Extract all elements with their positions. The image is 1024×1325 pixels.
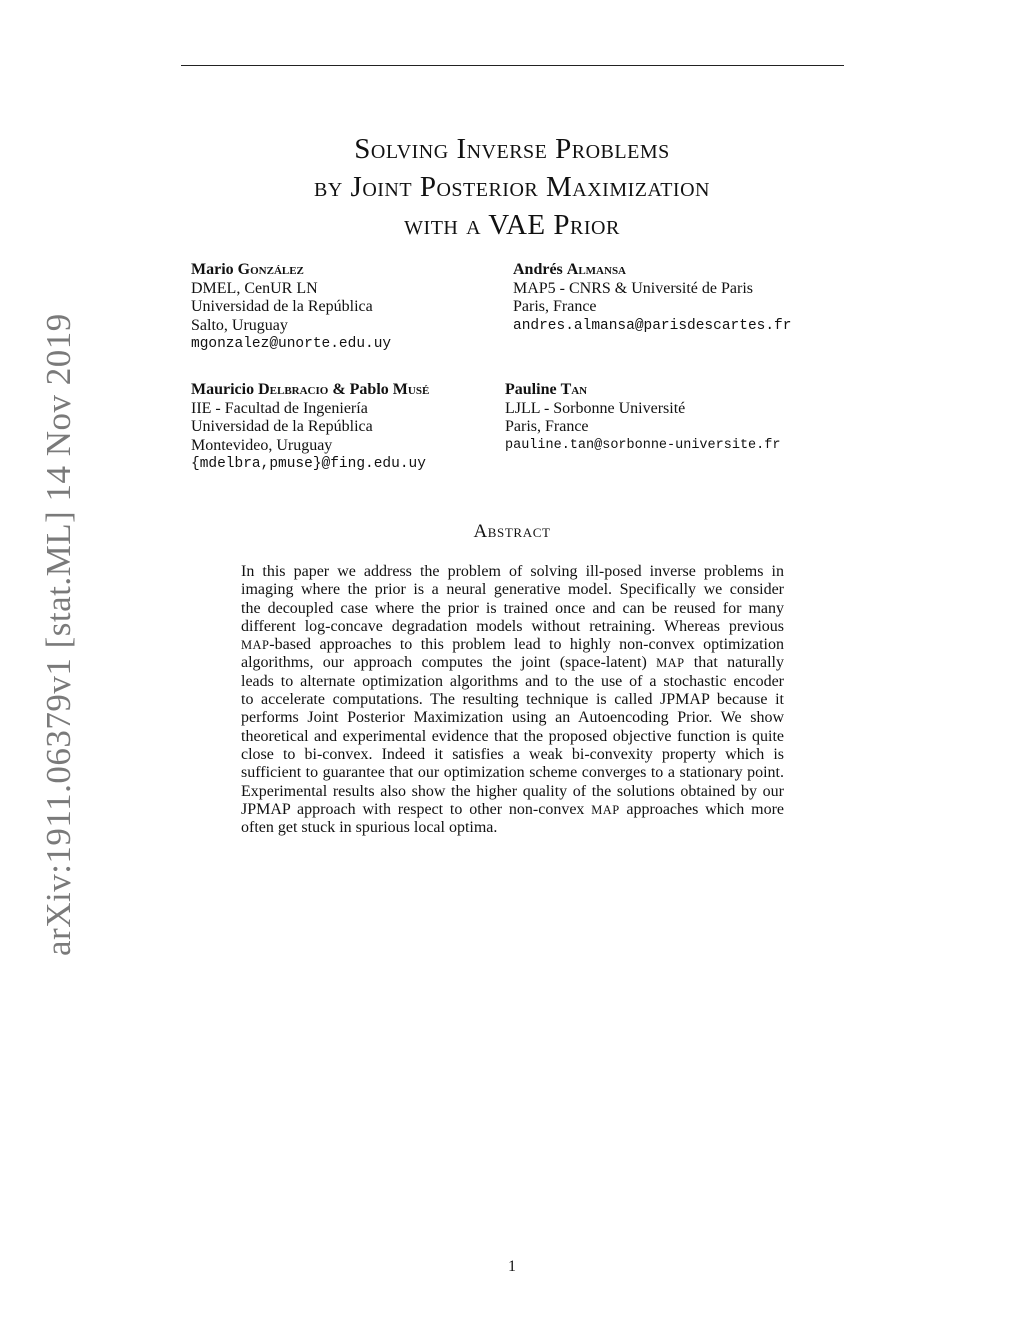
abstract-line: JPMAP approach with respect to other non-convex MAP approaches which more bbox=[241, 800, 784, 818]
author-affiliation: IIE - Facultad de Ingeniería bbox=[191, 399, 368, 417]
title-line-2: by Joint Posterior Maximization bbox=[314, 171, 710, 203]
abstract-line: sufficient to guarantee that our optimization scheme converges to a stationary point. bbox=[241, 764, 784, 782]
author-email[interactable]: pauline.tan@sorbonne-universite.fr bbox=[505, 437, 781, 453]
abstract-line: to accelerate computations. The resulting technique is called JPMAP because it bbox=[241, 691, 784, 709]
author-email[interactable]: {mdelbra,pmuse}@fing.edu.uy bbox=[191, 456, 426, 472]
abstract-line: often get stuck in spurious local optima. bbox=[241, 819, 498, 837]
abstract-line: Experimental results also show the higher quality of the solutions obtained by our bbox=[241, 782, 784, 800]
author-affiliation: Paris, France bbox=[505, 418, 589, 435]
title-line-3: with a VAE Prior bbox=[404, 209, 620, 241]
author-affiliation: Montevideo, Uruguay bbox=[191, 436, 333, 454]
author-email[interactable]: andres.almansa@parisdescartes.fr bbox=[513, 317, 792, 334]
author-email[interactable]: mgonzalez@unorte.edu.uy bbox=[191, 336, 392, 352]
author-block-gonzalez bbox=[191, 261, 391, 354]
abstract-line: performs Joint Posterior Maximization using an Autoencoding Prior. We show bbox=[241, 709, 784, 727]
author-name: Pauline Tan bbox=[505, 381, 588, 398]
author-block-delbracio-muse bbox=[191, 381, 429, 474]
author-name: Mauricio Delbracio & Pablo Musé bbox=[191, 381, 430, 398]
abstract-heading: Abstract bbox=[473, 521, 551, 542]
author-affiliation: Salto, Uruguay bbox=[191, 316, 288, 334]
abstract-line: close to bi-convex. Indeed it satisfies a weak bi-convexity property which is bbox=[241, 745, 784, 763]
author-affiliation: Paris, France bbox=[513, 298, 597, 315]
author-name: Mario González bbox=[191, 261, 304, 278]
abstract-line: the decoupled case where the prior is trained once and can be reused for many bbox=[241, 599, 784, 617]
abstract-line: theoretical and experimental evidence that the proposed objective function is quite bbox=[241, 727, 784, 745]
author-block-tan bbox=[505, 381, 780, 455]
abstract-line: MAP-based approaches to this problem lead to highly non-convex optimization bbox=[241, 636, 784, 654]
abstract-line: imaging where the prior is a neural generative model. Specifically we consider bbox=[241, 581, 784, 599]
abstract-line: In this paper we address the problem of solving ill-posed inverse problems in bbox=[241, 563, 784, 580]
top-rule bbox=[181, 65, 844, 66]
title-line-1: Solving Inverse Problems bbox=[354, 133, 670, 165]
page-number: 1 bbox=[508, 1258, 516, 1275]
author-affiliation: DMEL, CenUR LN bbox=[191, 279, 318, 297]
abstract-line: leads to alternate optimization algorithms and to the use of a stochastic encoder bbox=[241, 672, 784, 690]
paper-title bbox=[150, 130, 874, 244]
author-block-almansa bbox=[513, 261, 791, 335]
abstract-body bbox=[241, 563, 784, 837]
author-affiliation: MAP5 - CNRS & Université de Paris bbox=[513, 279, 753, 297]
author-name: Andrés Almansa bbox=[513, 261, 627, 278]
arxiv-identifier: arXiv:1911.06379v1 [stat.ML] 14 Nov 2019 bbox=[39, 313, 78, 956]
author-affiliation: LJLL - Sorbonne Université bbox=[505, 399, 686, 417]
author-affiliation: Universidad de la República bbox=[191, 298, 373, 315]
abstract-line: algorithms, our approach computes the joint (space-latent) MAP that naturally bbox=[241, 654, 785, 672]
abstract-line: different log-concave degradation models without retraining. Whereas previous bbox=[241, 617, 784, 635]
author-affiliation: Universidad de la República bbox=[191, 418, 373, 435]
